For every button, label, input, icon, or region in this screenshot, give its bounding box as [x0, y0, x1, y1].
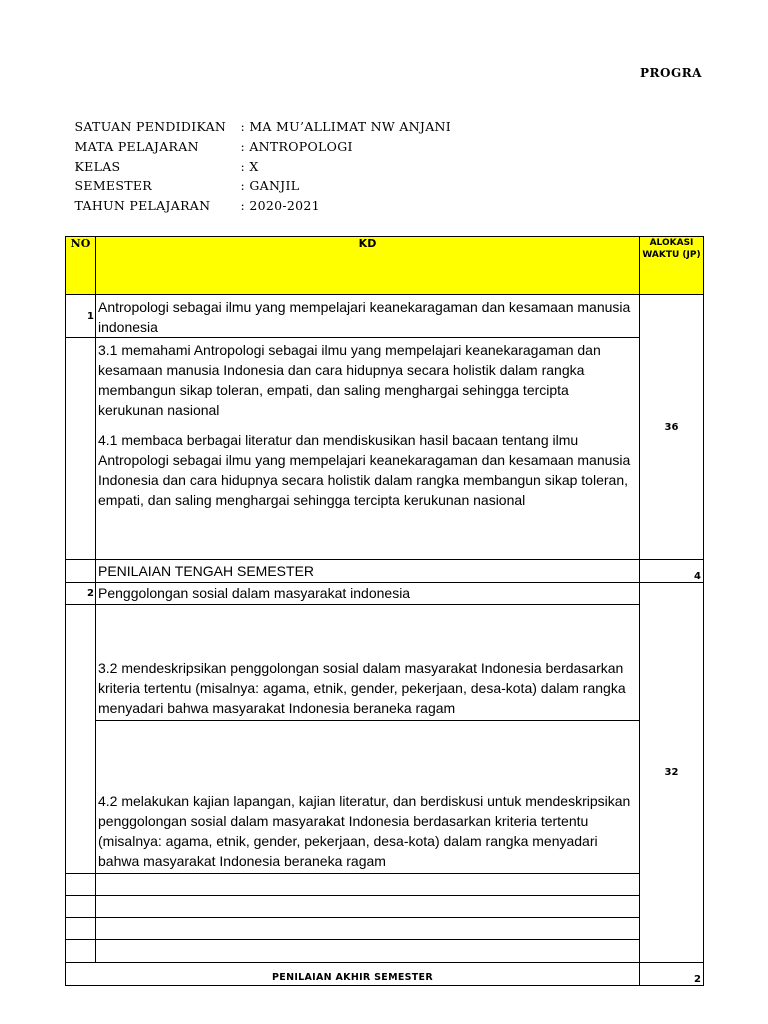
table-header-row — [66, 237, 704, 295]
row-number: 2 — [66, 583, 96, 605]
table-row-pas — [66, 963, 704, 986]
table-row — [66, 583, 704, 605]
info-value: : X — [240, 159, 259, 174]
kd-topic: Penggolongan sosial dalam masyarakat indonesia — [96, 583, 640, 605]
header-alokasi-waktu: ALOKASI WAKTU (JP) — [640, 237, 704, 295]
info-label: TAHUN PELAJARAN — [74, 198, 211, 213]
kd-detail-cell — [96, 338, 640, 560]
pts-jp-value: 4 — [640, 560, 704, 583]
row-number: 1 — [66, 295, 96, 338]
empty-cell — [66, 874, 96, 896]
table-row — [66, 721, 704, 874]
info-row-tahun — [66, 183, 320, 213]
kd-competency-4: 4.2 melakukan kajian lapangan, kajian literatur, dan berdiskusi untuk mendeskripsikan penggolongan sosial dalam masyarakat Indonesia berdasarkan kriteria tertentu (misalnya: agama, etnik, gender, pekerjaan, desa-kota) dalam rangka menyadari bahwa masyarakat Indonesia beraneka ragam — [96, 721, 640, 874]
info-label: KELAS — [74, 159, 121, 174]
pas-label: PENILAIAN AKHIR SEMESTER — [66, 963, 640, 986]
empty-cell — [66, 940, 96, 963]
table-row — [66, 605, 704, 721]
document-title: PROGRA — [640, 66, 702, 80]
kd-competency-3: 3.1 memahami Antropologi sebagai ilmu yang mempelajari keanekaragaman dan kesamaan manusia Indonesia dan cara hidupnya secara holistik dalam rangka membangun sikap toleran, empati, dan saling menghargai sehingga tercipta kerukunan nasional — [98, 342, 601, 418]
table-row-empty — [66, 940, 704, 963]
empty-cell — [96, 940, 640, 963]
program-table — [65, 236, 704, 986]
kd-topic: Antropologi sebagai ilmu yang mempelajari keanekaragaman dan kesamaan manusia indonesia — [96, 295, 640, 338]
empty-cell — [96, 896, 640, 918]
kd-competency-4: 4.1 membaca berbagai literatur dan mendiskusikan hasil bacaan tentang ilmu Antropologi sebagai ilmu yang mempelajari keanekaragaman dan kesamaan manusia Indonesia dan cara hidupnya secara holistik dalam rangka membangun sikap toleran, empati, dan saling menghargai sehingga tercipta kerukunan nasional — [98, 432, 631, 508]
header-kd: KD — [96, 237, 640, 295]
info-label: MATA PELAJARAN — [74, 139, 199, 154]
info-label: SATUAN PENDIDIKAN — [74, 119, 227, 134]
jp-value: 32 — [640, 583, 704, 963]
empty-cell — [66, 918, 96, 940]
info-value: : 2020-2021 — [240, 198, 320, 213]
table-row-empty — [66, 918, 704, 940]
table-row-empty — [66, 896, 704, 918]
table-row — [66, 338, 704, 560]
info-label: SEMESTER — [74, 178, 152, 193]
info-value: : GANJIL — [240, 178, 300, 193]
info-value: : ANTROPOLOGI — [240, 139, 353, 154]
table-row-pts — [66, 560, 704, 583]
empty-cell — [96, 874, 640, 896]
empty-cell — [66, 896, 96, 918]
table-row-empty — [66, 874, 704, 896]
empty-cell — [96, 918, 640, 940]
row-number-empty — [66, 338, 96, 560]
pts-label: PENILAIAN TENGAH SEMESTER — [96, 560, 640, 583]
table-row — [66, 295, 704, 338]
info-value: : MA MU’ALLIMAT NW ANJANI — [240, 119, 451, 134]
row-number-empty — [66, 605, 96, 874]
pas-jp-value: 2 — [640, 963, 704, 986]
kd-competency-3: 3.2 mendeskripsikan penggolongan sosial dalam masyarakat Indonesia berdasarkan kriteria tertentu (misalnya: agama, etnik, gender, pekerjaan, desa-kota) dalam rangka menyadari bahwa masyarakat Indonesia beraneka ragam — [96, 605, 640, 721]
jp-value: 36 — [640, 295, 704, 560]
header-no: NO — [66, 237, 96, 295]
row-number-empty — [66, 560, 96, 583]
